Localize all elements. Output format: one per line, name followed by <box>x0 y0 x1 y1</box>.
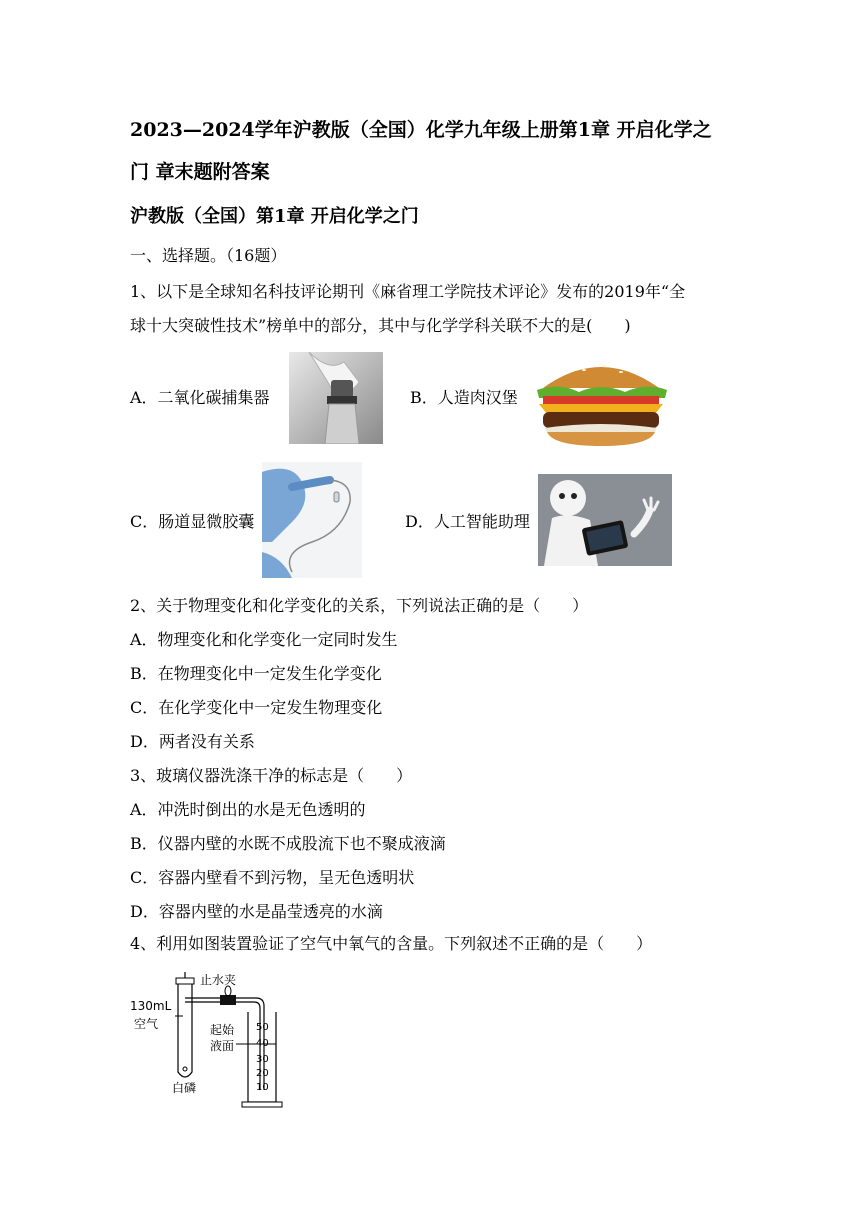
q1-option-b: B．人造肉汉堡 <box>410 388 518 407</box>
start-level-label-2: 液面 <box>210 1039 235 1053</box>
tick-label: 30 <box>256 1054 269 1065</box>
q1-option-d: D．人工智能助理 <box>405 512 530 531</box>
q4-stem: 4、利用如图装置验证了空气中氧气的含量。下列叙述不正确的是（ ） <box>130 934 653 953</box>
oxygen-content-apparatus-figure <box>128 968 288 1110</box>
q2-option-c: C．在化学变化中一定发生物理变化 <box>130 698 383 717</box>
volume-label: 130mL <box>130 999 172 1013</box>
q2-option-a: A．物理变化和化学变化一定同时发生 <box>130 630 398 649</box>
q3-option-a: A．冲洗时倒出的水是无色透明的 <box>130 800 366 819</box>
q1-option-a: A．二氧化碳捕集器 <box>130 388 270 407</box>
tick-label: 40 <box>256 1038 269 1049</box>
q3-option-c: C．容器内壁看不到污物，呈无色透明状 <box>130 868 415 887</box>
q1-stem-line1: 1、以下是全球知名科技评论期刊《麻省理工学院技术评论》发布的2019年“全 <box>130 282 686 301</box>
cylinder-tick-labels <box>256 1022 269 1093</box>
q1-option-c: C．肠道显微胶囊 <box>130 512 255 531</box>
gut-capsule-image <box>262 462 362 578</box>
tick-label: 10 <box>256 1082 269 1093</box>
q2-stem: 2、关于物理变化和化学变化的关系，下列说法正确的是（ ） <box>130 596 589 615</box>
q3-option-b: B．仪器内壁的水既不成股流下也不聚成液滴 <box>130 834 446 853</box>
section-heading: 一、选择题。（16题） <box>130 246 287 265</box>
q3-option-d: D．容器内壁的水是晶莹透亮的水滴 <box>130 902 383 921</box>
q3-stem: 3、玻璃仪器洗涤干净的标志是（ ） <box>130 766 413 785</box>
co2-capture-device-image <box>289 352 383 444</box>
doc-title-line1: 2023—2024学年沪教版（全国）化学九年级上册第1章 开启化学之 <box>130 119 712 141</box>
burger-image <box>529 350 673 448</box>
phosphorus-label: 白磷 <box>172 1081 197 1095</box>
q1-stem-line2: 球十大突破性技术”榜单中的部分，其中与化学学科关联不大的是( ) <box>130 316 631 335</box>
tick-label: 50 <box>256 1022 269 1033</box>
robot-assistant-image <box>538 474 672 566</box>
clamp-label: 止水夹 <box>200 973 237 987</box>
air-label: 空气 <box>134 1017 159 1031</box>
q2-option-d: D．两者没有关系 <box>130 732 255 751</box>
start-level-label-1: 起始 <box>210 1023 235 1037</box>
doc-title-line2: 门 章末题附答案 <box>130 161 270 183</box>
tick-label: 20 <box>256 1068 269 1079</box>
doc-subtitle: 沪教版（全国）第1章 开启化学之门 <box>130 206 419 227</box>
q2-option-b: B．在物理变化中一定发生化学变化 <box>130 664 382 683</box>
